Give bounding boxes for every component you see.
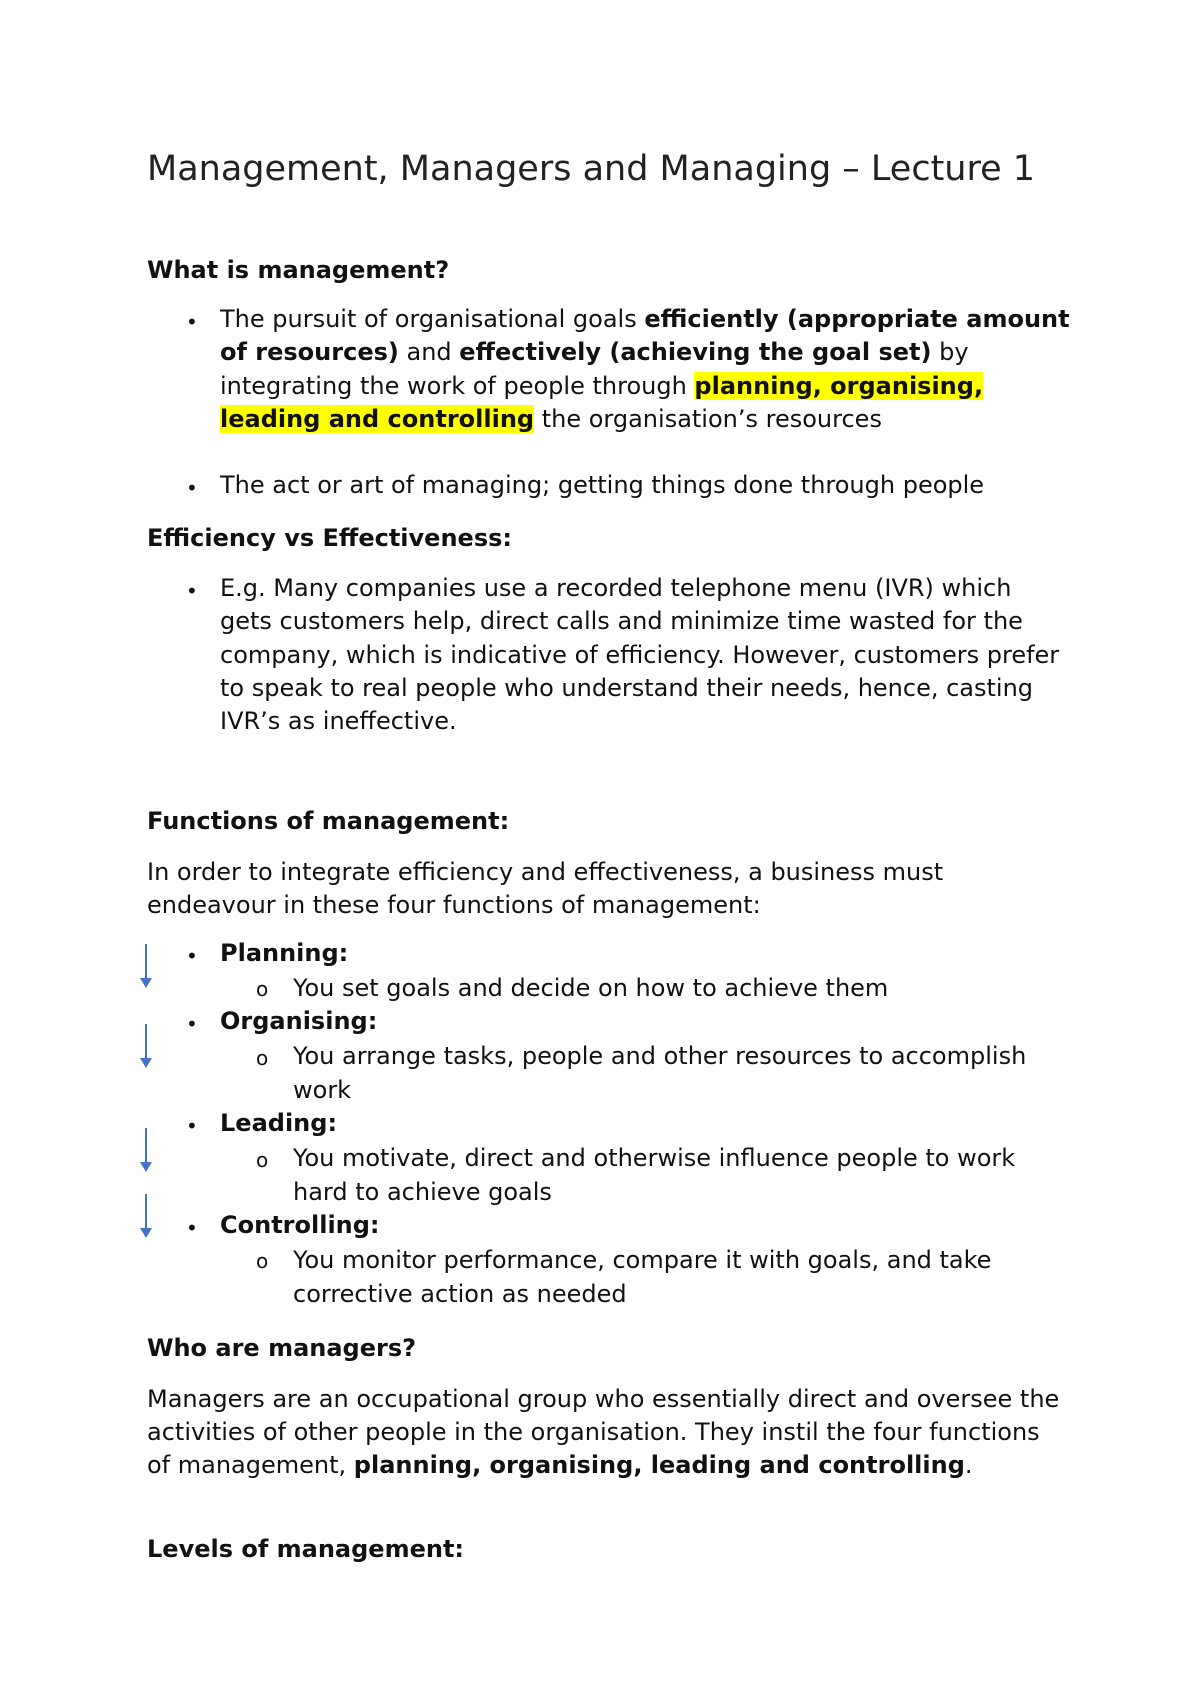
bullet-icon: •: [186, 310, 198, 334]
bullet-icon: •: [186, 579, 198, 603]
function-label-organising: Organising:: [220, 1007, 378, 1035]
down-arrow-icon: [136, 1128, 156, 1174]
page-title: Management, Managers and Managing – Lecture 1: [147, 149, 1036, 189]
bullet-icon: •: [186, 944, 198, 968]
down-arrow-icon: [136, 1024, 156, 1070]
down-arrow-icon: [136, 1194, 156, 1240]
heading-levels-of-management: Levels of management:: [147, 1535, 465, 1563]
example-bullet: E.g. Many companies use a recorded telephone menu (IVR) which gets customers help, direct calls and minimize time wasted for the company, which is indicative of efficiency. However, customers prefer to speak to real people who understand their needs, hence, casting IVR’s as ineffective.: [220, 574, 1060, 736]
function-desc-controlling: You monitor performance, compare it with goals, and take corrective action as needed: [293, 1246, 992, 1308]
function-label-controlling: Controlling:: [220, 1211, 380, 1239]
function-desc-organising: You arrange tasks, people and other resources to accomplish work: [293, 1042, 1027, 1104]
bullet-icon: •: [186, 1012, 198, 1036]
heading-what-is-management: What is management?: [147, 256, 450, 284]
sub-bullet-icon: o: [256, 977, 269, 1001]
function-desc-leading: You motivate, direct and otherwise influence people to work hard to achieve goals: [293, 1144, 1016, 1206]
function-label-leading: Leading:: [220, 1109, 338, 1137]
highlighted-functions: planning, organising, leading and controlling: [220, 371, 984, 433]
sub-bullet-icon: o: [256, 1046, 269, 1070]
heading-functions-of-management: Functions of management:: [147, 807, 510, 835]
bullet-icon: •: [186, 1114, 198, 1138]
heading-who-are-managers: Who are managers?: [147, 1334, 417, 1362]
bullet-icon: •: [186, 476, 198, 500]
definition-bullet: The pursuit of organisational goals efficiently (appropriate amount of resources) and effectively (achieving the goal set) by integrating the work of people through planning, organising, leading and controlling the organisation’s resources: [220, 305, 1070, 433]
managers-paragraph: Managers are an occupational group who essentially direct and oversee the activities of other people in the organisation. They instil the four functions of management, planning, organising, leading and controlling.: [147, 1385, 1060, 1479]
functions-intro: In order to integrate efficiency and effectiveness, a business must endeavour in these four functions of management:: [147, 858, 944, 919]
sub-bullet-icon: o: [256, 1148, 269, 1172]
definition-bullet-2: The act or art of managing; getting things done through people: [220, 471, 985, 499]
sub-bullet-icon: o: [256, 1249, 269, 1273]
bullet-icon: •: [186, 1216, 198, 1240]
heading-efficiency-vs-effectiveness: Efficiency vs Effectiveness:: [147, 524, 512, 552]
function-label-planning: Planning:: [220, 939, 349, 967]
down-arrow-icon: [136, 944, 156, 990]
function-desc-planning: You set goals and decide on how to achieve them: [293, 974, 889, 1002]
